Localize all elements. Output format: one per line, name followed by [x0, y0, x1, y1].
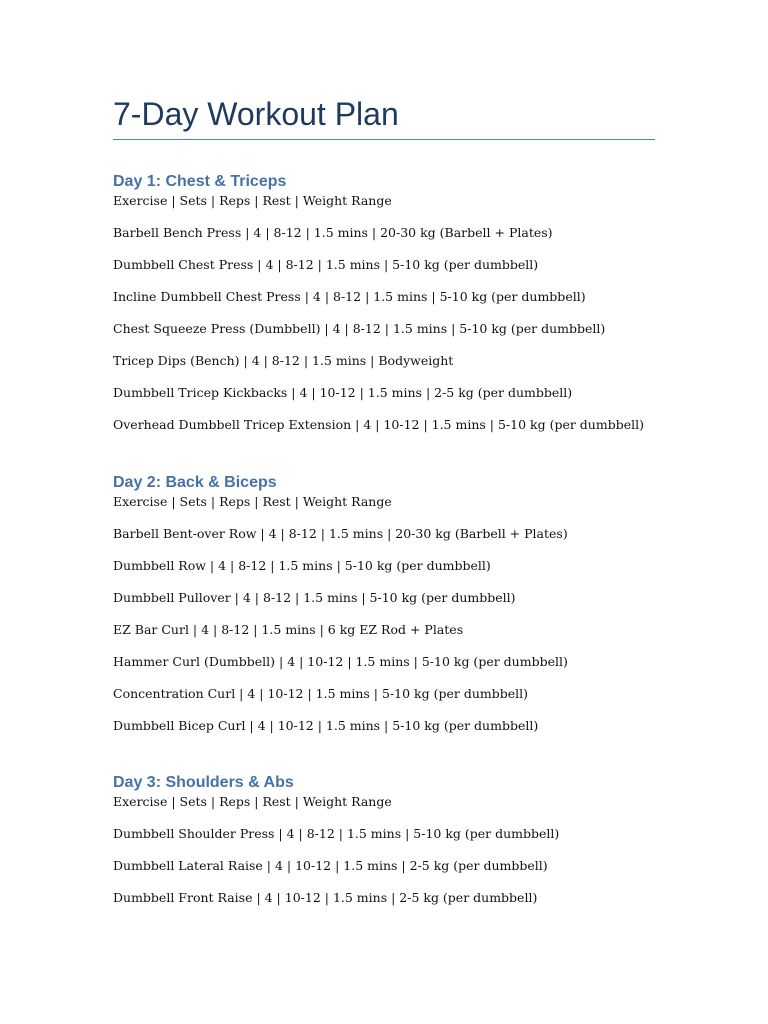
- exercise-line: EZ Bar Curl | 4 | 8-12 | 1.5 mins | 6 kg EZ Rod + Plates: [113, 622, 464, 637]
- exercise-line: Dumbbell Chest Press | 4 | 8-12 | 1.5 mins | 5-10 kg (per dumbbell): [113, 257, 539, 272]
- exercise-line: Dumbbell Row | 4 | 8-12 | 1.5 mins | 5-10 kg (per dumbbell): [113, 558, 491, 573]
- section-day-2: [113, 472, 713, 750]
- exercise-line: Dumbbell Lateral Raise | 4 | 10-12 | 1.5 mins | 2-5 kg (per dumbbell): [113, 858, 548, 873]
- exercise-line: Hammer Curl (Dumbbell) | 4 | 10-12 | 1.5 mins | 5-10 kg (per dumbbell): [113, 654, 568, 669]
- exercise-list: [113, 794, 713, 906]
- exercise-list: [113, 494, 713, 734]
- exercise-line: Dumbbell Bicep Curl | 4 | 10-12 | 1.5 mins | 5-10 kg (per dumbbell): [113, 718, 539, 733]
- section-day-1: [113, 171, 713, 449]
- exercise-line: Barbell Bent-over Row | 4 | 8-12 | 1.5 mins | 20-30 kg (Barbell + Plates): [113, 526, 568, 541]
- exercise-line: Overhead Dumbbell Tricep Extension | 4 | 10-12 | 1.5 mins | 5-10 kg (per dumbbell): [113, 417, 644, 432]
- table-header-line: Exercise | Sets | Reps | Rest | Weight Range: [113, 193, 392, 208]
- exercise-line: Dumbbell Shoulder Press | 4 | 8-12 | 1.5 mins | 5-10 kg (per dumbbell): [113, 826, 560, 841]
- table-header-line: Exercise | Sets | Reps | Rest | Weight Range: [113, 794, 392, 809]
- exercise-line: Chest Squeeze Press (Dumbbell) | 4 | 8-12 | 1.5 mins | 5-10 kg (per dumbbell): [113, 321, 606, 336]
- exercise-line: Barbell Bench Press | 4 | 8-12 | 1.5 mins | 20-30 kg (Barbell + Plates): [113, 225, 553, 240]
- section-heading: Day 3: Shoulders & Abs: [113, 774, 294, 791]
- exercise-line: Concentration Curl | 4 | 10-12 | 1.5 mins | 5-10 kg (per dumbbell): [113, 686, 528, 701]
- section-heading: Day 1: Chest & Triceps: [113, 173, 287, 190]
- exercise-line: Dumbbell Front Raise | 4 | 10-12 | 1.5 mins | 2-5 kg (per dumbbell): [113, 890, 538, 905]
- document-title: 7-Day Workout Plan: [113, 96, 399, 132]
- exercise-line: Incline Dumbbell Chest Press | 4 | 8-12 | 1.5 mins | 5-10 kg (per dumbbell): [113, 289, 586, 304]
- section-day-3: [113, 772, 713, 922]
- exercise-list: [113, 193, 713, 433]
- exercise-line: Dumbbell Tricep Kickbacks | 4 | 10-12 | 1.5 mins | 2-5 kg (per dumbbell): [113, 385, 573, 400]
- section-heading: Day 2: Back & Biceps: [113, 474, 277, 491]
- table-header-line: Exercise | Sets | Reps | Rest | Weight Range: [113, 494, 392, 509]
- title-underline: [113, 139, 655, 140]
- exercise-line: Dumbbell Pullover | 4 | 8-12 | 1.5 mins | 5-10 kg (per dumbbell): [113, 590, 516, 605]
- exercise-line: Tricep Dips (Bench) | 4 | 8-12 | 1.5 mins | Bodyweight: [113, 353, 454, 368]
